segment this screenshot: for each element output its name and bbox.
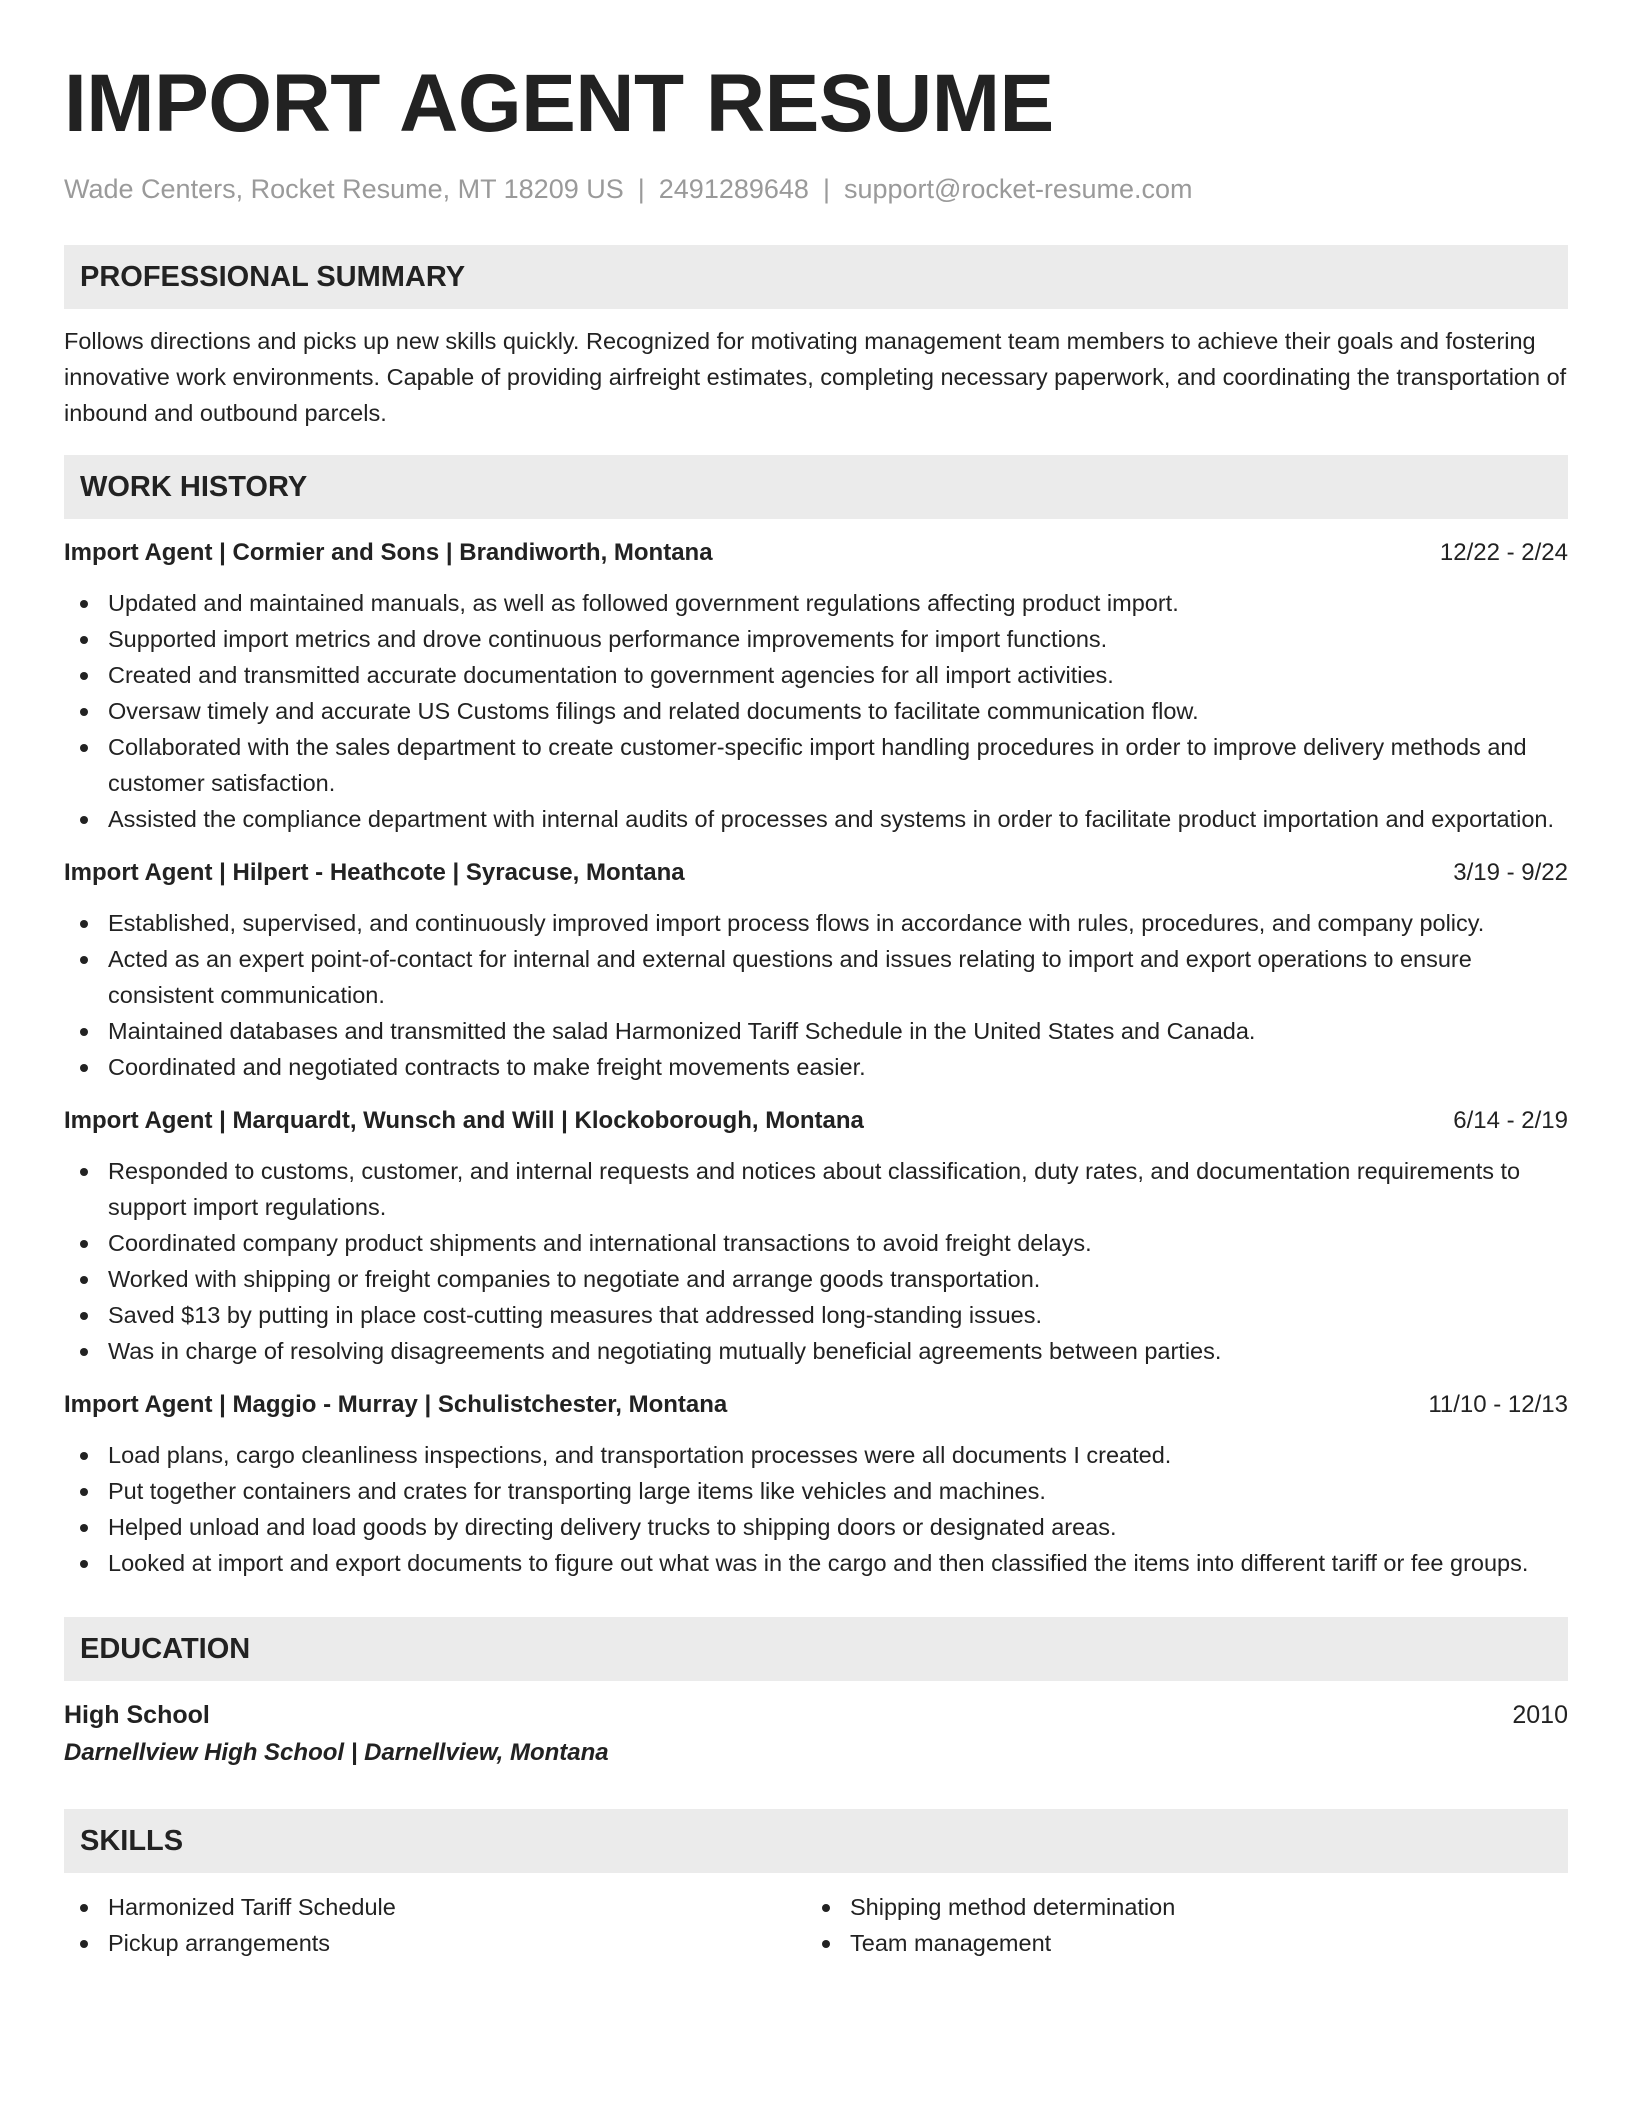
list-item: Was in charge of resolving disagreements and negotiating mutually beneficial agreements between parties. <box>64 1333 1568 1369</box>
list-item: Harmonized Tariff Schedule <box>64 1889 806 1925</box>
list-item: Coordinated company product shipments and international transactions to avoid freight delays. <box>64 1225 1568 1261</box>
job-entry <box>64 1387 1568 1581</box>
list-item: Oversaw timely and accurate US Customs filings and related documents to facilitate communication flow. <box>64 693 1568 729</box>
education-year: 2010 <box>1512 1701 1568 1729</box>
list-item: Maintained databases and transmitted the salad Harmonized Tariff Schedule in the United States and Canada. <box>64 1013 1568 1049</box>
list-item: Shipping method determination <box>806 1889 1548 1925</box>
contact-phone: 2491289648 <box>658 174 809 204</box>
job-entry <box>64 535 1568 837</box>
list-item: Acted as an expert point-of-contact for internal and external questions and issues relating to import and export operations to ensure consistent communication. <box>64 941 1568 1013</box>
job-title: Import Agent | Cormier and Sons | Brandiworth, Montana <box>64 539 713 566</box>
job-bullets <box>64 905 1568 1085</box>
education-school: Darnellview High School | Darnellview, Montana <box>64 1739 609 1766</box>
job-title: Import Agent | Hilpert - Heathcote | Syracuse, Montana <box>64 859 685 886</box>
job-dates: 12/22 - 2/24 <box>1439 539 1568 566</box>
skills-column-left <box>64 1889 806 1961</box>
list-item: Worked with shipping or freight companies to negotiate and arrange goods transportation. <box>64 1261 1568 1297</box>
contact-email: support@rocket-resume.com <box>843 174 1193 204</box>
section-heading-skills: SKILLS <box>64 1809 1568 1873</box>
job-header <box>64 1103 1568 1139</box>
list-item: Looked at import and export documents to figure out what was in the cargo and then classified the items into different tariff or fee groups. <box>64 1545 1568 1581</box>
section-heading-summary: PROFESSIONAL SUMMARY <box>64 245 1568 309</box>
list-item: Assisted the compliance department with internal audits of processes and systems in order to facilitate product importation and exportation. <box>64 801 1568 837</box>
job-header <box>64 535 1568 571</box>
contact-line <box>64 172 1568 206</box>
list-item: Load plans, cargo cleanliness inspections, and transportation processes were all documents I created. <box>64 1437 1568 1473</box>
list-item: Created and transmitted accurate documentation to government agencies for all import activities. <box>64 657 1568 693</box>
job-title: Import Agent | Maggio - Murray | Schulistchester, Montana <box>64 1391 728 1418</box>
skills-list <box>64 1889 1568 1961</box>
list-item: Updated and maintained manuals, as well as followed government regulations affecting product import. <box>64 585 1568 621</box>
list-item: Team management <box>806 1925 1548 1961</box>
contact-separator: | <box>822 174 830 204</box>
job-dates: 6/14 - 2/19 <box>1453 1107 1568 1134</box>
list-item: Collaborated with the sales department to create customer-specific import handling procedures in order to improve delivery methods and customer satisfaction. <box>64 729 1568 801</box>
job-entry <box>64 1103 1568 1369</box>
resume-page <box>64 50 1568 1961</box>
list-item: Responded to customs, customer, and internal requests and notices about classification, duty rates, and documentation requirements to support import regulations. <box>64 1153 1568 1225</box>
list-item: Helped unload and load goods by directing delivery trucks to shipping doors or designated areas. <box>64 1509 1568 1545</box>
job-entry <box>64 855 1568 1085</box>
list-item: Supported import metrics and drove continuous performance improvements for import functions. <box>64 621 1568 657</box>
job-bullets <box>64 585 1568 837</box>
education-degree: High School <box>64 1701 210 1729</box>
job-header <box>64 855 1568 891</box>
education-header <box>64 1697 1568 1733</box>
job-title: Import Agent | Marquardt, Wunsch and Will | Klockoborough, Montana <box>64 1107 864 1134</box>
section-heading-work: WORK HISTORY <box>64 455 1568 519</box>
list-item: Established, supervised, and continuously improved import process flows in accordance with rules, procedures, and company policy. <box>64 905 1568 941</box>
list-item: Coordinated and negotiated contracts to make freight movements easier. <box>64 1049 1568 1085</box>
list-item: Saved $13 by putting in place cost-cutting measures that addressed long-standing issues. <box>64 1297 1568 1333</box>
job-bullets <box>64 1153 1568 1369</box>
job-header <box>64 1387 1568 1423</box>
contact-separator: | <box>637 174 645 204</box>
resume-title: IMPORT AGENT RESUME <box>64 58 1054 149</box>
job-bullets <box>64 1437 1568 1581</box>
education-entry <box>64 1697 1568 1771</box>
job-dates: 11/10 - 12/13 <box>1428 1391 1568 1418</box>
list-item: Put together containers and crates for transporting large items like vehicles and machines. <box>64 1473 1568 1509</box>
contact-address: Wade Centers, Rocket Resume, MT 18209 US <box>64 174 624 204</box>
skills-column-right <box>806 1889 1548 1961</box>
summary-text: Follows directions and picks up new skills quickly. Recognized for motivating management team members to achieve their goals and fostering innovative work environments. Capable of providing airfreight estimates, completing necessary paperwork, and coordinating the transportation of inbound and outbound parcels. <box>64 328 1567 426</box>
section-heading-education: EDUCATION <box>64 1617 1568 1681</box>
list-item: Pickup arrangements <box>64 1925 806 1961</box>
job-dates: 3/19 - 9/22 <box>1453 859 1568 886</box>
